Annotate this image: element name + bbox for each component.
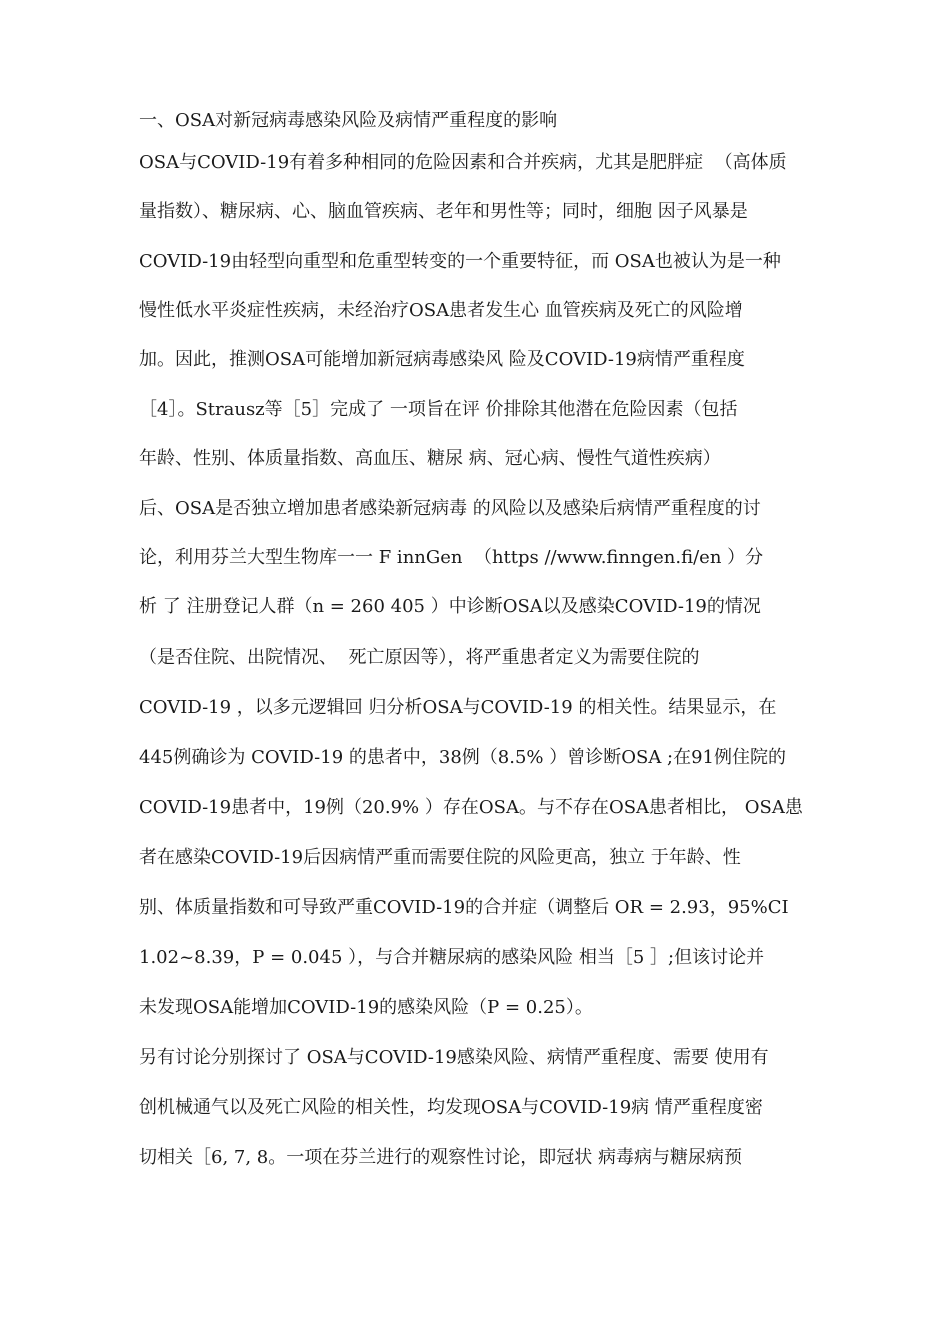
paragraph2-line: 另有讨论分别探讨了 OSA与COVID-19感染风险、病情严重程度、需要 使用有 [139,1047,769,1068]
section-heading: 一、OSA对新冠病毒感染风险及病情严重程度的影响 [139,110,558,131]
paragraph1-line: COVID-19患者中，19例（20.9% ）存在OSA。与不存在OSA患者相比， OSA患 [139,797,803,818]
paragraph1-line: 论，利用芬兰大型生物库一一 F innGen （https //www.finngen.fi/en ）分 [139,547,764,568]
paragraph1-line: 445例确诊为 COVID-19 的患者中，38例（8.5% ）曾诊断OSA ;在91例住院的 [139,747,787,768]
paragraph1-line: 慢性低水平炎症性疾病，未经治疗OSA患者发生心 血管疾病及死亡的风险增 [139,300,743,321]
paragraph1-line: 析 了 注册登记人群（n = 260 405 ）中诊断OSA以及感染COVID-19的情况 [139,596,761,617]
paragraph1-line: 未发现OSA能增加COVID-19的感染风险（P = 0.25）。 [139,997,593,1018]
paragraph2-line: 切相关［6, 7, 8。一项在芬兰进行的观察性讨论，即冠状 病毒病与糖尿病预 [139,1147,742,1168]
paragraph1-line: 后、OSA是否独立增加患者感染新冠病毒 的风险以及感染后病情严重程度的讨 [139,498,761,519]
paragraph1-line: 量指数）、糖尿病、心、脑血管疾病、老年和男性等；同时，细胞 因子风暴是 [139,201,748,222]
paragraph1-line: 加。因此，推测OSA可能增加新冠病毒感染风 险及COVID-19病情严重程度 [139,349,745,370]
paragraph1-line: （是否住院、出院情况、 死亡原因等），将严重患者定义为需要住院的 [139,647,700,668]
paragraph1-line: 别、体质量指数和可导致严重COVID-19的合并症（调整后 OR = 2.93，95%CI [139,897,789,918]
paragraph1-line: 1.02~8.39，P = 0.045 ），与合并糖尿病的感染风险 相当［5 ］;但该讨论并 [139,947,765,968]
paragraph1-line: COVID-19由轻型向重型和危重型转变的一个重要特征，而 OSA也被认为是一种 [139,251,781,272]
paragraph2-line: 创机械通气以及死亡风险的相关性，均发现OSA与COVID-19病 情严重程度密 [139,1097,763,1118]
paragraph1-line: OSA与COVID-19有着多种相同的危险因素和合并疾病，尤其是肥胖症 （高体质 [139,152,787,173]
paragraph1-line: COVID-19 ，以多元逻辑回 归分析OSA与COVID-19 的相关性。结果显示，在 [139,697,777,718]
paragraph1-line: 年龄、性别、体质量指数、高血压、糖尿 病、冠心病、慢性气道性疾病） [139,448,721,469]
paragraph1-line: ［4］。Strausz等［5］完成了 一项旨在评 价排除其他潜在危险因素（包括 [139,399,738,420]
paragraph1-line: 者在感染COVID-19后因病情严重而需要住院的风险更高，独立 于年龄、性 [139,847,741,868]
